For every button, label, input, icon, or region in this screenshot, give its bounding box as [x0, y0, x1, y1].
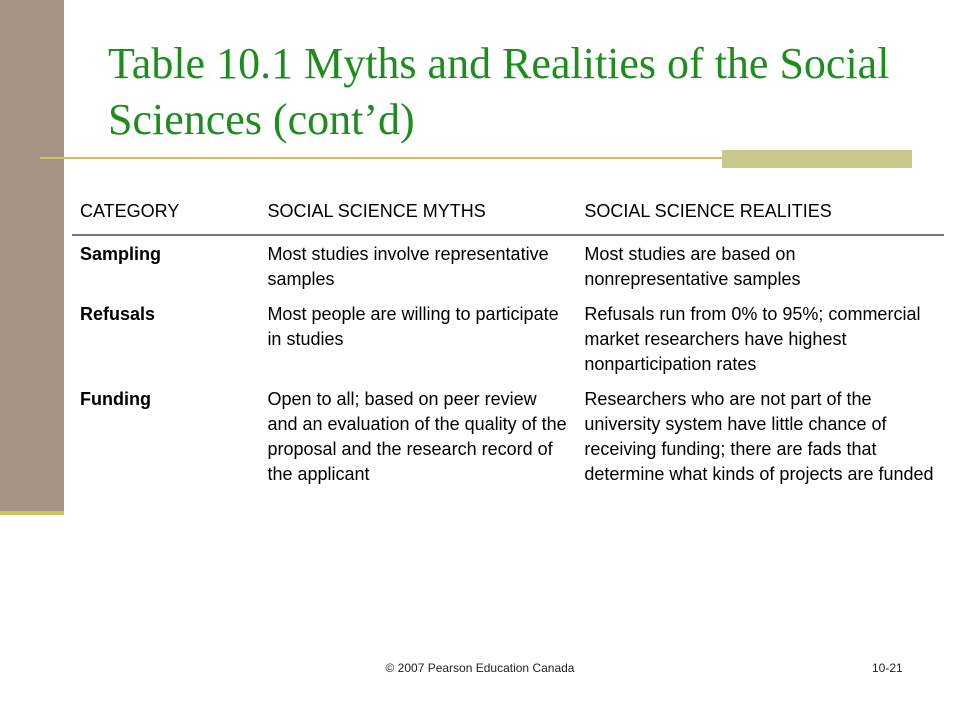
row-myth: Open to all; based on peer review and an evaluation of the quality of the proposal and the research record of the applicant: [267, 389, 567, 484]
row-category: Funding: [80, 389, 151, 409]
header-category: CATEGORY: [72, 194, 259, 235]
row-category: Refusals: [80, 304, 156, 324]
row-myth: Most studies involve representative samples: [267, 244, 549, 289]
header-realities: SOCIAL SCIENCE REALITIES: [576, 194, 944, 235]
table-header-row: [72, 194, 944, 235]
row-category: Sampling: [80, 244, 162, 264]
header-myths: SOCIAL SCIENCE MYTHS: [259, 194, 576, 235]
table-row: [72, 381, 944, 491]
row-reality: Researchers who are not part of the university system have little chance of receiving funding; there are fads that determine what kinds of projects are funded: [584, 389, 934, 484]
title-accent-block: [722, 150, 912, 168]
row-reality: Most studies are based on nonrepresentative samples: [584, 244, 801, 289]
table-row: [72, 235, 944, 296]
footer-page-number: 10-21: [872, 661, 903, 675]
slide-title: Table 10.1 Myths and Realities of the Social Sciences (cont’d): [108, 39, 890, 144]
myths-realities-table: [72, 194, 944, 491]
row-myth: Most people are willing to participate in studies: [267, 304, 559, 349]
footer-copyright: © 2007 Pearson Education Canada: [385, 661, 575, 675]
left-accent-bar: [0, 0, 64, 513]
left-accent-underline: [0, 511, 64, 515]
table-row: [72, 296, 944, 381]
row-reality: Refusals run from 0% to 95%; commercial market researchers have highest nonparticipation rates: [584, 304, 921, 374]
